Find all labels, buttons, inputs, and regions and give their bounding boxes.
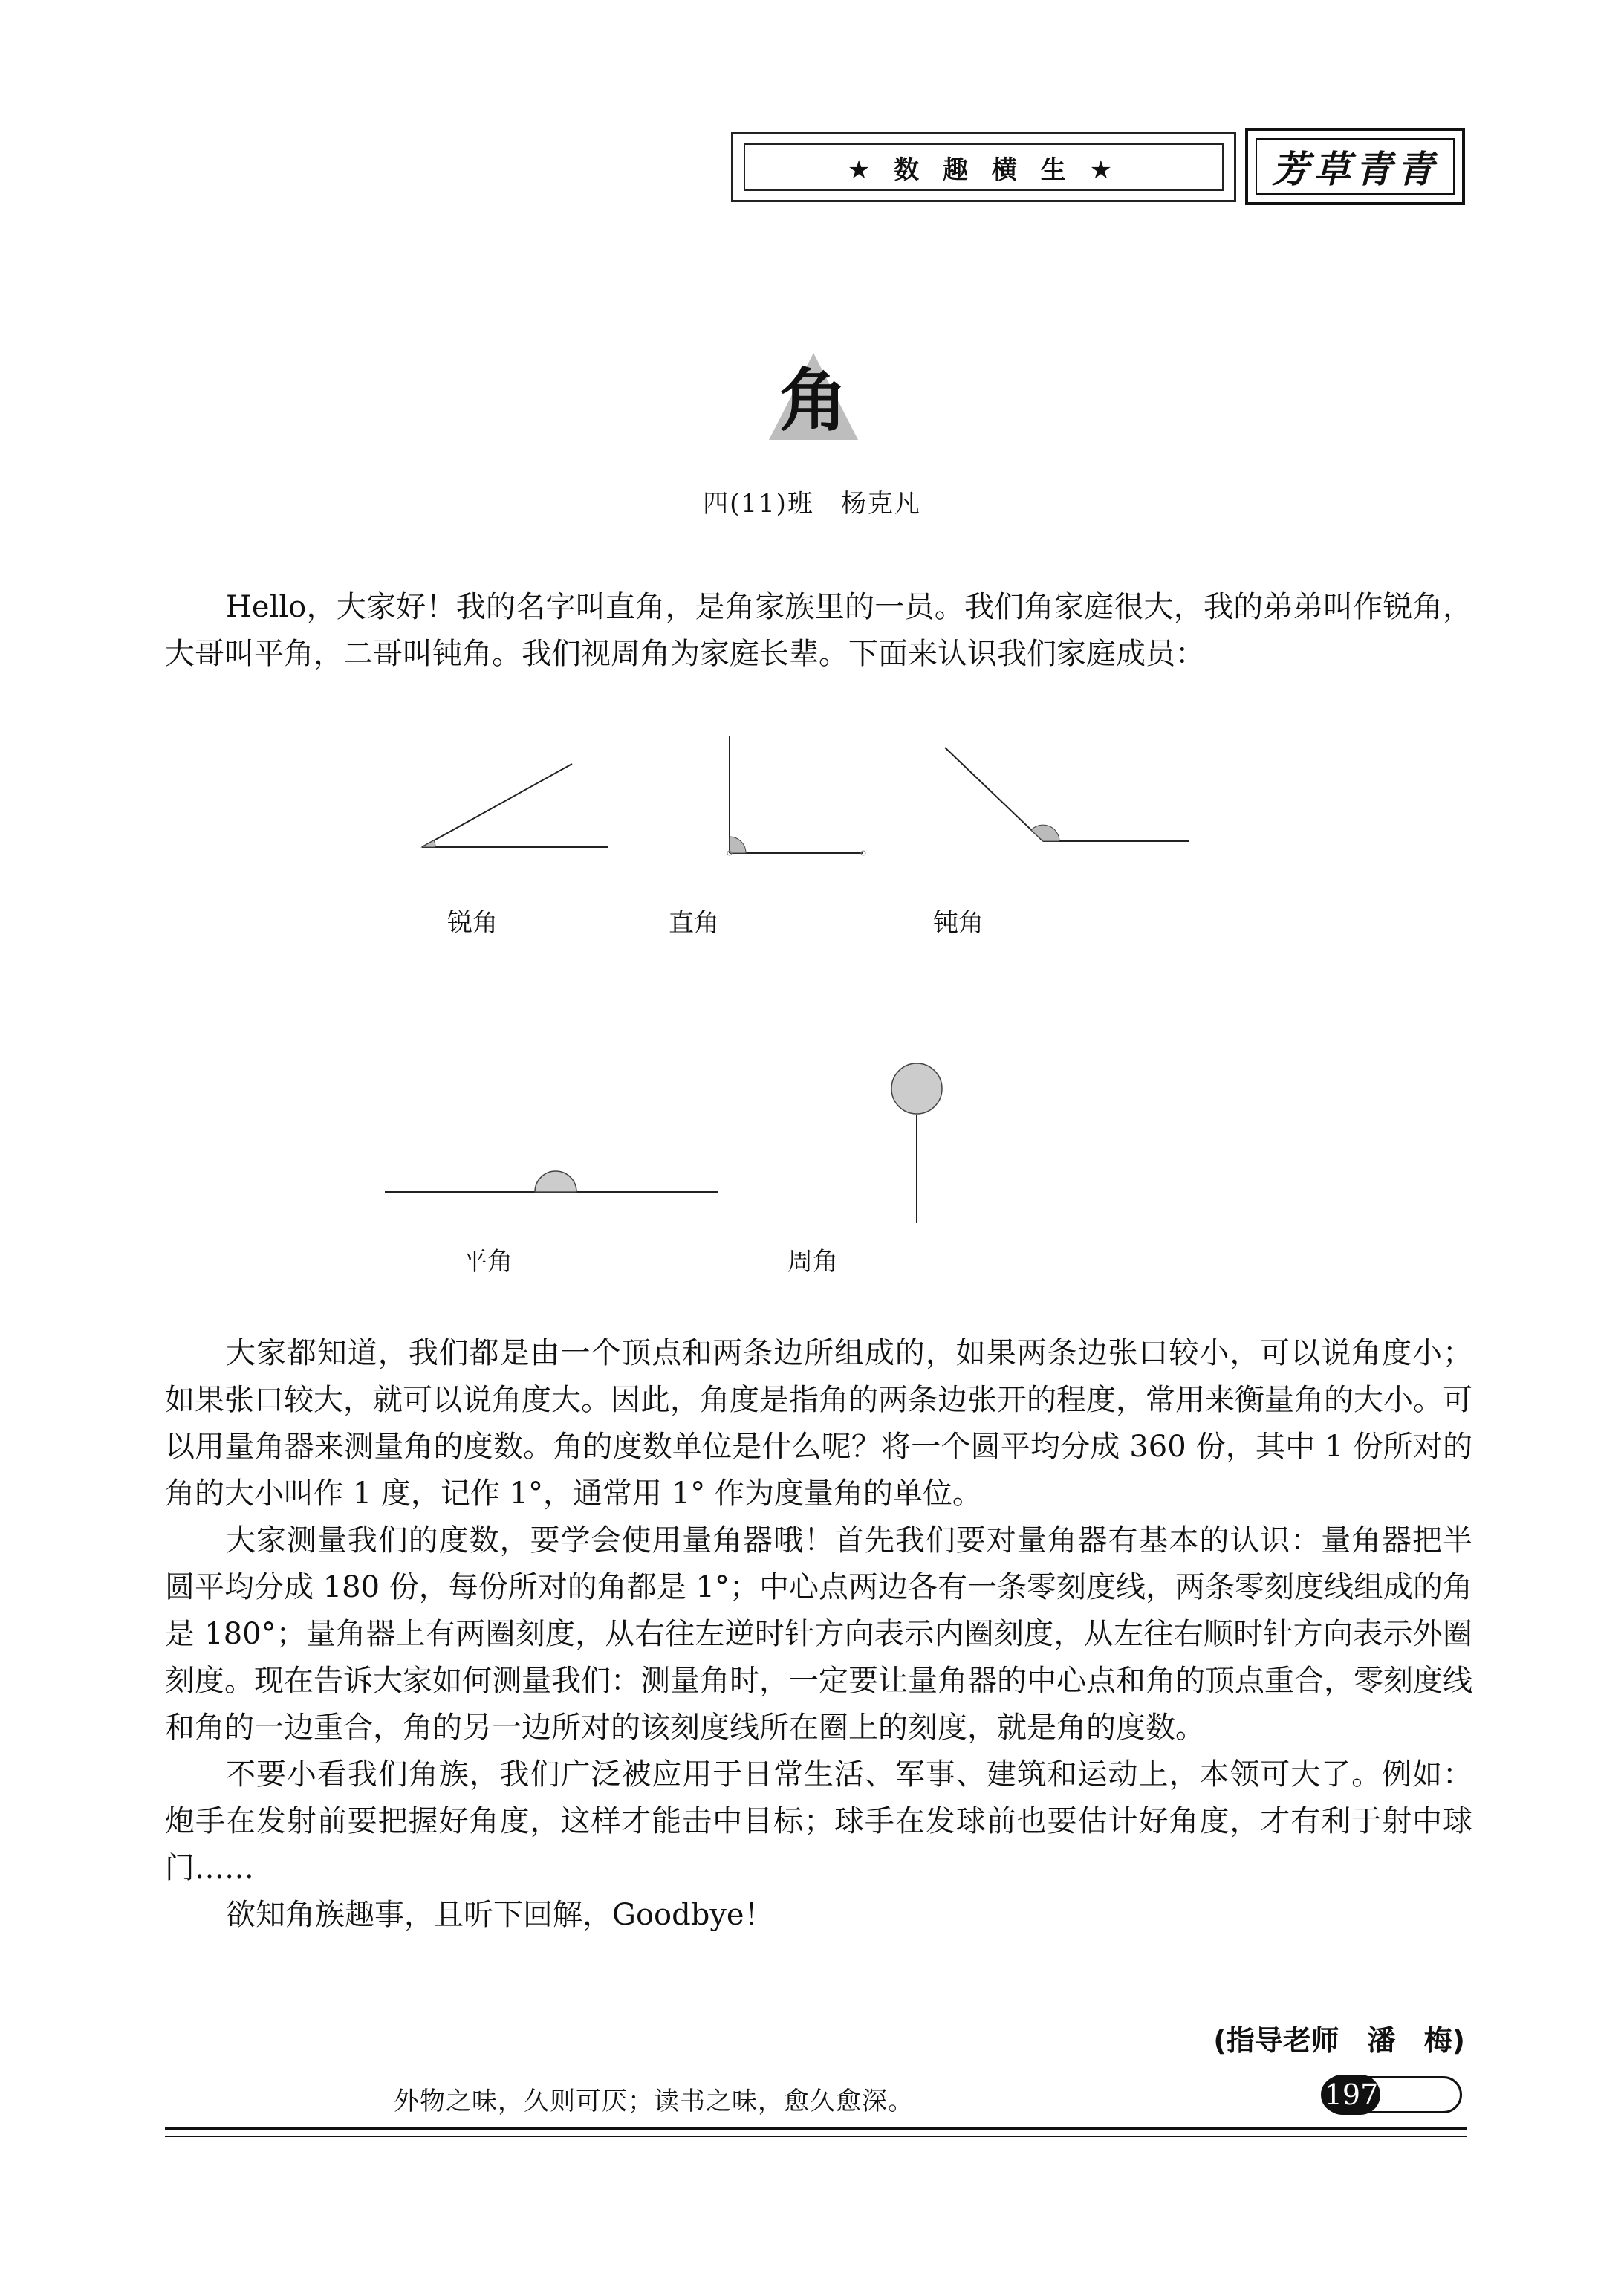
body-paragraph: 不要小看我们角族，我们广泛被应用于日常生活、军事、建筑和运动上，本领可大了。例如：炮手在发射前要把握好角度，这样才能击中目标；球手在发球前也要估计好角度，才有利于射中球门…… [165, 1757, 1472, 1885]
intro-text: Hello，大家好！我的名字叫直角，是角家族里的一员。我们角家庭很大，我的弟弟叫作锐角，大哥叫平角，二哥叫钝角。我们视周角为家庭长辈。下面来认识我们家庭成员： [165, 590, 1472, 671]
brand-title: 芳草青青 [1256, 138, 1455, 195]
teacher-credit: (指导老师 潘 梅) [1213, 2024, 1465, 2057]
page-number: 197 [1322, 2075, 1380, 2115]
body-paragraph: 大家都知道，我们都是由一个顶点和两条边所组成的，如果两条边张口较小，可以说角度小；如果张口较大，就可以说角度大。因此，角度是指角的两条边张开的程度，常用来衡量角的大小。可以用量角器来测量角的度数。角的度数单位是什么呢？将一个圆平均分成 360 份，其中 1 份所对的角的大小叫作 1 度，记作 1°，通常用 1° 作为度量角的单位。 [165, 1336, 1472, 1511]
label-obtuse: 钝角 [933, 908, 984, 938]
article-title: 角 [779, 361, 848, 441]
article-title-block [765, 349, 862, 453]
right-angle-figure [727, 736, 865, 855]
body-text [165, 1330, 1472, 1939]
brand-box [1245, 128, 1465, 205]
footer-rule-thin [165, 2136, 1467, 2137]
intro-paragraph [165, 584, 1472, 678]
acute-angle-figure [422, 764, 608, 847]
column-header-box [731, 132, 1236, 202]
label-straight: 平角 [462, 1247, 513, 1277]
body-paragraph: 欲知角族趣事，且听下回解，Goodbye！ [226, 1898, 774, 1932]
footer-rule-thick [165, 2127, 1467, 2130]
straight-angle-figure [385, 1171, 718, 1192]
footer-motto: 外物之味，久则可厌；读书之味，愈久愈深。 [394, 2087, 914, 2116]
column-title: ★ 数 趣 横 生 ★ [744, 143, 1224, 191]
label-full: 周角 [787, 1247, 838, 1277]
label-acute: 锐角 [447, 908, 498, 938]
body-paragraph: 大家测量我们的度数，要学会使用量角器哦！首先我们要对量角器有基本的认识：量角器把半圆平均分成 180 份，每份所对的角都是 1°；中心点两边各有一条零刻度线，两条零刻度线组成的角是 180°；量角器上有两圈刻度，从右往左逆时针方向表示内圈刻度，从左往右顺时针方向表示外圈刻度。现在告诉大家如何测量我们：测量角时，一定要让量角器的中心点和角的顶点重合，零刻度线和角的一边重合，角的另一边所对的该刻度线所在圈上的刻度，就是角的度数。 [165, 1523, 1472, 1745]
author-line: 四(11)班 杨克凡 [703, 489, 921, 519]
obtuse-angle-figure [945, 748, 1189, 841]
angle-figures [0, 713, 1624, 1278]
label-right: 直角 [669, 908, 719, 938]
full-angle-figure [891, 1063, 942, 1223]
